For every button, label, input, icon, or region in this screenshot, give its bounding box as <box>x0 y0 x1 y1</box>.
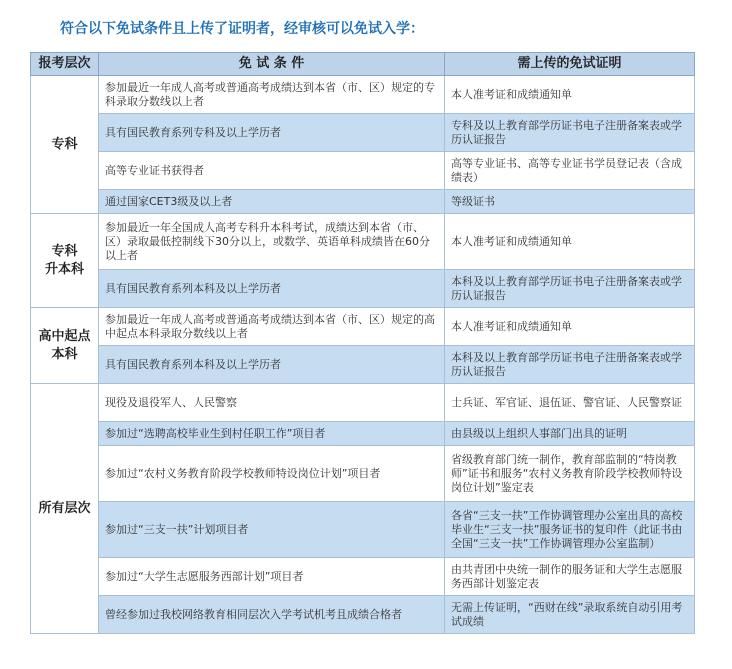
condition-cell: 通过国家CET3级及以上者 <box>99 190 445 214</box>
condition-cell: 具有国民教育系列本科及以上学历者 <box>99 346 445 384</box>
proof-cell: 本人准考证和成绩通知单 <box>445 308 695 346</box>
level-cell-upgrade: 专科 升本科 <box>31 214 99 308</box>
proof-cell: 高等专业证书、高等专业证书学员登记表（含成绩表） <box>445 152 695 190</box>
condition-cell: 具有国民教育系列专科及以上学历者 <box>99 114 445 152</box>
proof-cell: 等级证书 <box>445 190 695 214</box>
condition-cell: 参加最近一年全国成人高考专科升本科考试，成绩达到本省（市、区）录取最低控制线下30分以上，或数学、英语单科成绩皆在60分以上者 <box>99 214 445 270</box>
table-row <box>31 346 695 384</box>
proof-cell: 本科及以上教育部学历证书电子注册备案表或学历认证报告 <box>445 270 695 308</box>
table-row <box>31 214 695 270</box>
table-row <box>31 422 695 446</box>
table-row <box>31 596 695 634</box>
condition-cell: 参加过“三支一扶”计划项目者 <box>99 502 445 558</box>
level-cell-all: 所有层次 <box>31 384 99 634</box>
proof-cell: 各省“三支一扶”工作协调管理办公室出具的高校毕业生“三支一扶”服务证书的复印件（此证书由全国“三支一扶”工作协调管理办公室监制） <box>445 502 695 558</box>
header-condition: 免 试 条 件 <box>99 53 445 76</box>
proof-cell: 本人准考证和成绩通知单 <box>445 214 695 270</box>
table-row <box>31 190 695 214</box>
proof-cell: 本科及以上教育部学历证书电子注册备案表或学历认证报告 <box>445 346 695 384</box>
header-level: 报考层次 <box>31 53 99 76</box>
table-row <box>31 502 695 558</box>
level-cell-junior-college: 专科 <box>31 76 99 214</box>
condition-cell: 高等专业证书获得者 <box>99 152 445 190</box>
exemption-table <box>30 52 695 634</box>
table-row <box>31 114 695 152</box>
condition-cell: 参加过“大学生志愿服务西部计划”项目者 <box>99 558 445 596</box>
condition-cell: 参加过“农村义务教育阶段学校教师特设岗位计划”项目者 <box>99 446 445 502</box>
table-row <box>31 308 695 346</box>
page-title: 符合以下免试条件且上传了证明者，经审核可以免试入学： <box>60 21 424 37</box>
proof-cell: 士兵证、军官证、退伍证、警官证、人民警察证 <box>445 384 695 422</box>
condition-cell: 参加过“选聘高校毕业生到村任职工作”项目者 <box>99 422 445 446</box>
proof-cell: 由共青团中央统一制作的服务证和大学生志愿服务西部计划鉴定表 <box>445 558 695 596</box>
table-row <box>31 384 695 422</box>
table-row <box>31 446 695 502</box>
proof-cell: 由县级以上组织人事部门出具的证明 <box>445 422 695 446</box>
proof-cell: 本人准考证和成绩通知单 <box>445 76 695 114</box>
header-proof: 需上传的免试证明 <box>445 53 695 76</box>
table-header-row <box>31 53 695 76</box>
table-row <box>31 270 695 308</box>
level-cell-high-school: 高中起点 本科 <box>31 308 99 384</box>
proof-cell: 专科及以上教育部学历证书电子注册备案表或学历认证报告 <box>445 114 695 152</box>
condition-cell: 现役及退役军人、人民警察 <box>99 384 445 422</box>
table-row <box>31 152 695 190</box>
table-row <box>31 76 695 114</box>
proof-cell: 省级教育部门统一制作，教育部监制的“特岗教师”证书和服务“农村义务教育阶段学校教师特设岗位计划”鉴定表 <box>445 446 695 502</box>
condition-cell: 具有国民教育系列本科及以上学历者 <box>99 270 445 308</box>
condition-cell: 参加最近一年成人高考或普通高考成绩达到本省（市、区）规定的专科录取分数线以上者 <box>99 76 445 114</box>
proof-cell: 无需上传证明，“西财在线”录取系统自动引用考试成绩 <box>445 596 695 634</box>
condition-cell: 参加最近一年成人高考或普通高考成绩达到本省（市、区）规定的高中起点本科录取分数线以上者 <box>99 308 445 346</box>
table-row <box>31 558 695 596</box>
condition-cell: 曾经参加过我校网络教育相同层次入学考试机考且成绩合格者 <box>99 596 445 634</box>
